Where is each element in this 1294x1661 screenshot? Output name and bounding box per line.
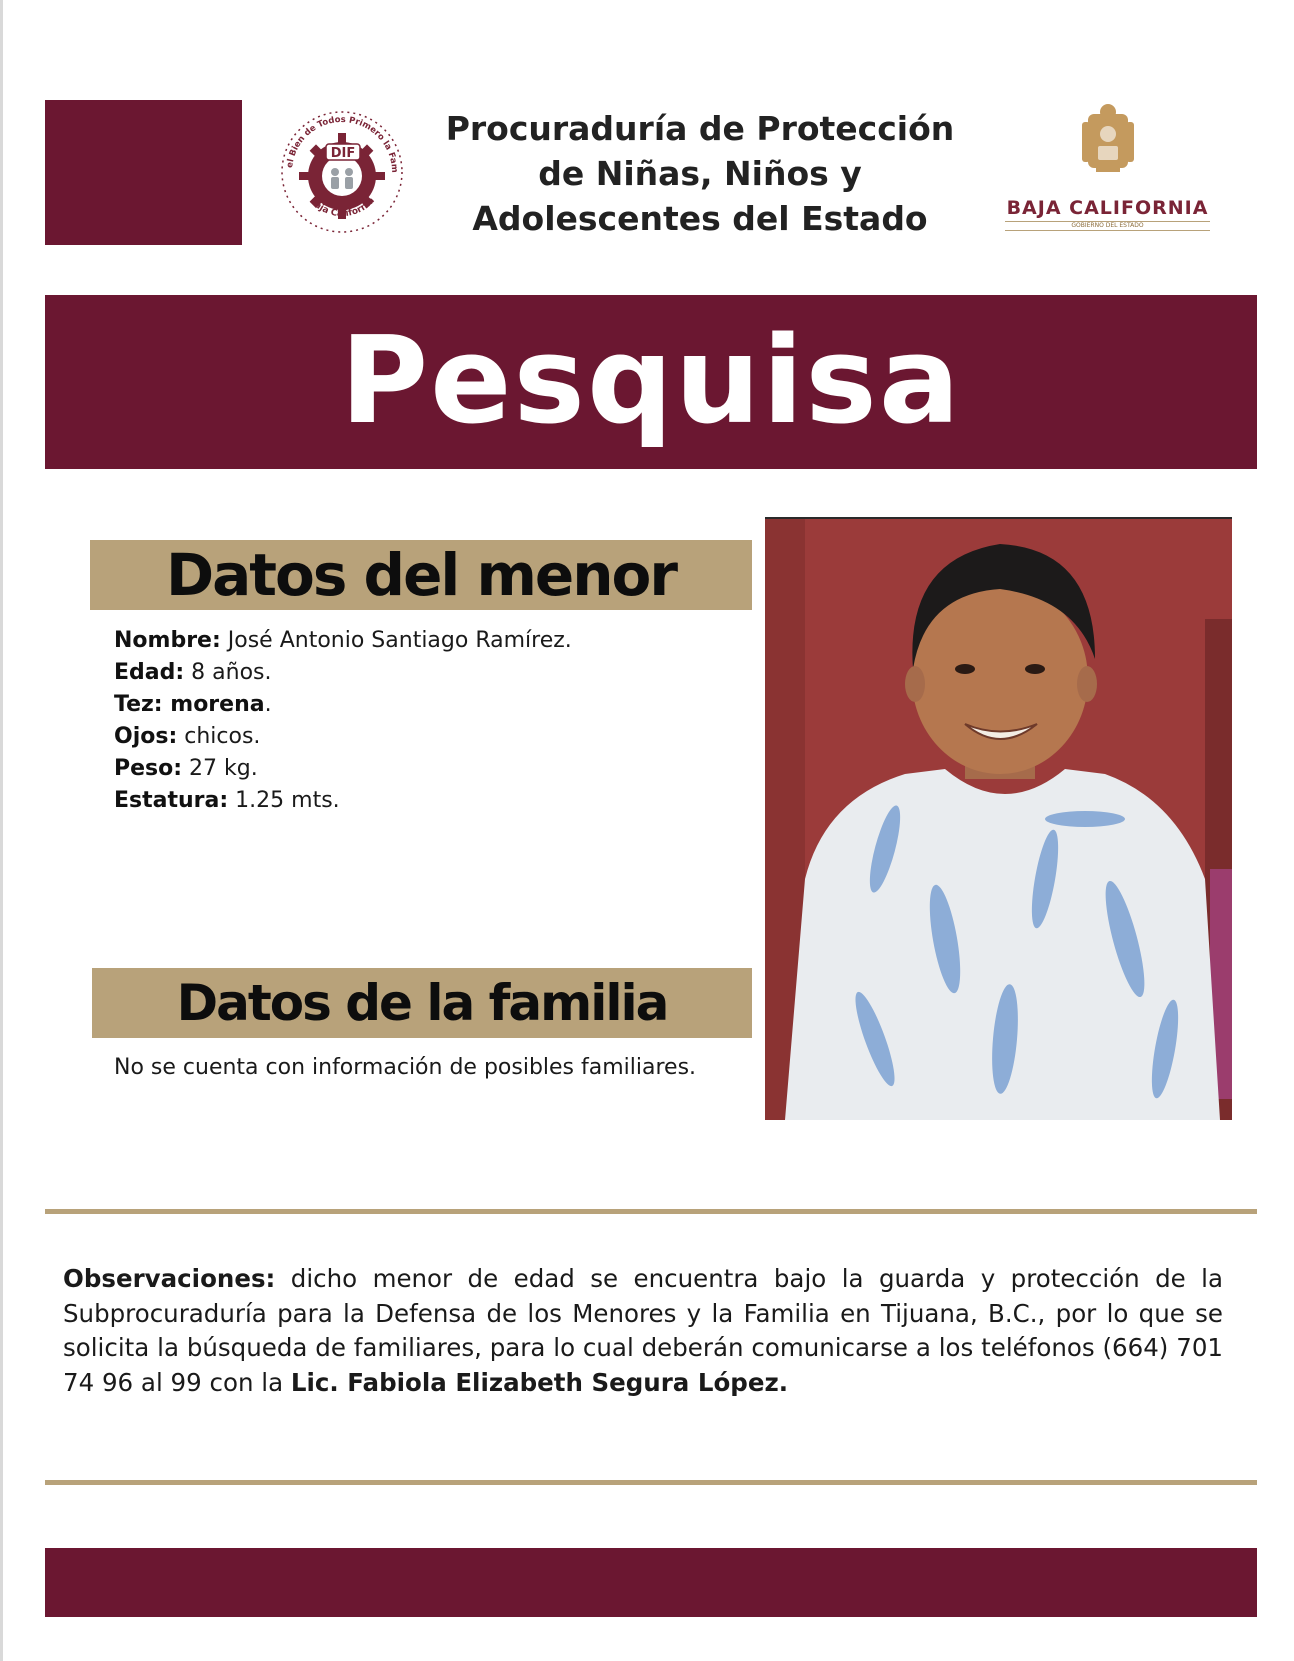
detail-value-bold: morena	[162, 692, 265, 717]
detail-value: .	[264, 692, 272, 717]
detail-label: Tez:	[114, 692, 163, 717]
detail-value: chicos.	[177, 724, 261, 749]
detail-row-height	[114, 785, 572, 817]
institution-title-line: Adolescentes del Estado	[472, 199, 928, 238]
baja-california-logo-text: BAJA CALIFORNIA	[1006, 197, 1209, 219]
detail-label: Edad:	[114, 660, 185, 685]
detail-value: José Antonio Santiago Ramírez.	[220, 628, 572, 653]
footer-color-bar	[45, 1548, 1257, 1617]
detail-label: Estatura:	[114, 788, 229, 813]
dif-logo-center-text: DIF	[330, 146, 356, 161]
dif-logo-bottom-text: Baja California	[307, 195, 377, 220]
dif-logo	[270, 100, 415, 245]
institution-title-line: Procuraduría de Protección	[445, 109, 955, 148]
baja-california-logo-subtext: GOBIERNO DEL ESTADO	[1005, 221, 1210, 231]
divider-line	[45, 1209, 1257, 1214]
family-section-header	[92, 968, 752, 1038]
observations-label: Observaciones:	[63, 1264, 276, 1293]
baja-california-logo	[1000, 100, 1215, 235]
minor-details	[114, 625, 572, 817]
page-left-border	[0, 0, 3, 1661]
observations-contact: Lic. Fabiola Elizabeth Segura López.	[290, 1367, 789, 1397]
detail-row-name	[114, 625, 572, 657]
page-title: Pesquisa	[340, 312, 962, 451]
title-banner	[45, 295, 1257, 469]
family-info-text: No se cuenta con información de posibles familiares.	[114, 1055, 697, 1080]
detail-value: 27 kg.	[182, 756, 258, 781]
detail-value: 1.25 mts.	[228, 788, 340, 813]
header-color-block	[45, 100, 242, 245]
detail-label: Nombre:	[114, 628, 221, 653]
minor-section-header	[90, 540, 752, 610]
detail-row-complexion	[114, 689, 572, 721]
observations-text: dicho menor de edad se encuentra bajo la guarda y protección de la Subprocuraduría para la Defensa de los Menores y la Familia en Tijuana, B.C., por lo que se solicita la búsqueda de familiares, para lo cual deberán comunicarse a los teléfonos (664) 701 74 96 al 99 con la	[63, 1264, 1223, 1397]
divider-line	[45, 1480, 1257, 1485]
detail-label: Ojos:	[114, 724, 178, 749]
child-photo	[765, 517, 1232, 1120]
detail-label: Peso:	[114, 756, 183, 781]
family-section-title: Datos de la familia	[176, 974, 668, 1032]
observations-paragraph	[63, 1262, 1223, 1400]
detail-row-eyes	[114, 721, 572, 753]
detail-row-weight	[114, 753, 572, 785]
detail-value: 8 años.	[184, 660, 272, 685]
minor-section-title: Datos del menor	[165, 541, 676, 609]
dif-logo-arc-text: el Bien de Todos Primero la Fam	[285, 114, 400, 174]
institution-title	[420, 106, 980, 241]
institution-title-line: de Niñas, Niños y	[538, 154, 862, 193]
detail-row-age	[114, 657, 572, 689]
